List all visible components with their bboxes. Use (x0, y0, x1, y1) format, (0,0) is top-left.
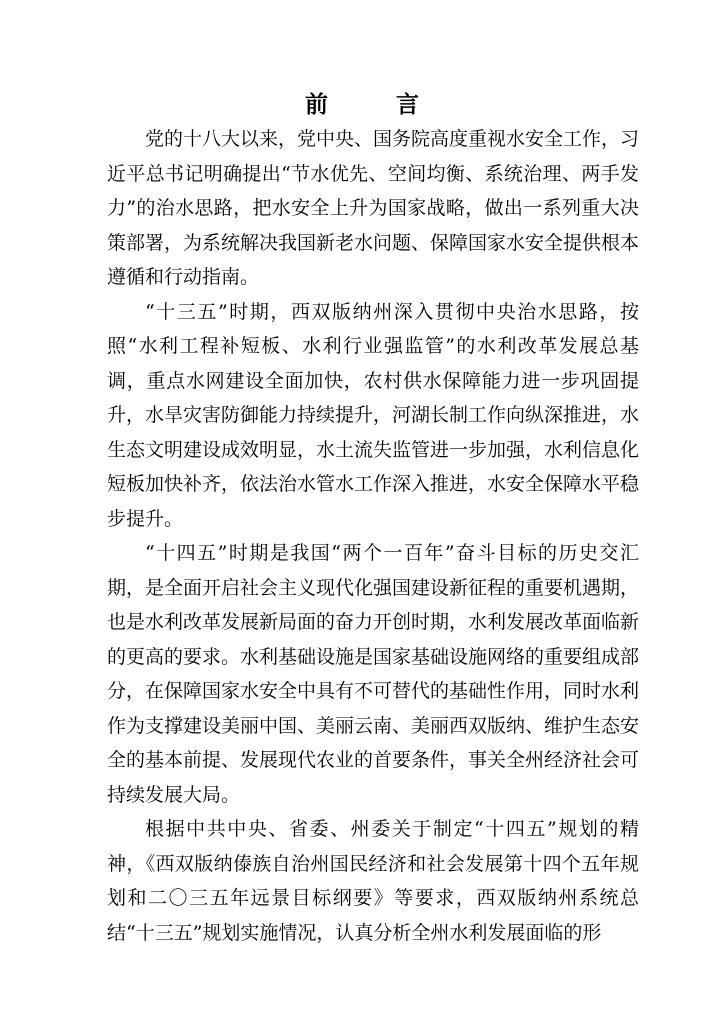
paragraph-1: 党的十八大以来，党中央、国务院高度重视水安全工作，习近平总书记明确提出“节水优先、空间均衡、系统治理、两手发力”的治水思路，把水安全上升为国家战略，做出一系列重大决策部署，为系统解决我国新老水问题、保障国家水安全提供根本遵循和行动指南。 (107, 128, 640, 288)
paragraph-2: “十三五”时期，西双版纳州深入贯彻中央治水思路，按照“水利工程补短板、水利行业强监管”的水利改革发展总基调，重点水网建设全面加快，农村供水保障能力进一步巩固提升，水旱灾害防御能力持续提升，河湖长制工作向纵深推进，水生态文明建设成效明显，水土流失监管进一步加强，水利信息化短板加快补齐，依法治水管水工作深入推进，水安全保障水平稳步提升。 (107, 300, 640, 530)
document-body (107, 122, 639, 950)
page-title: 前 言 (304, 91, 449, 118)
paragraph-3: “十四五”时期是我国“两个一百年”奋斗目标的历史交汇期，是全面开启社会主义现代化强国建设新征程的重要机遇期，也是水利改革发展新局面的奋力开创时期，水利发展改革面临新的更高的要求。水利基础设施是国家基础设施网络的重要组成部分，在保障国家水安全中具有不可替代的基础性作用，同时水利作为支撑建设美丽中国、美丽云南、美丽西双版纳、维护生态安全的基本前提、发展现代农业的首要条件，事关全州经济社会可持续发展大局。 (107, 542, 640, 806)
paragraph-4: 根据中共中央、省委、州委关于制定“十四五”规划的精神，《西双版纳傣族自治州国民经济和社会发展第十四个五年规划和二〇三五年远景目标纲要》等要求，西双版纳州系统总结“十三五”规划实施情况，认真分析全州水利发展面临的形 (107, 818, 639, 944)
